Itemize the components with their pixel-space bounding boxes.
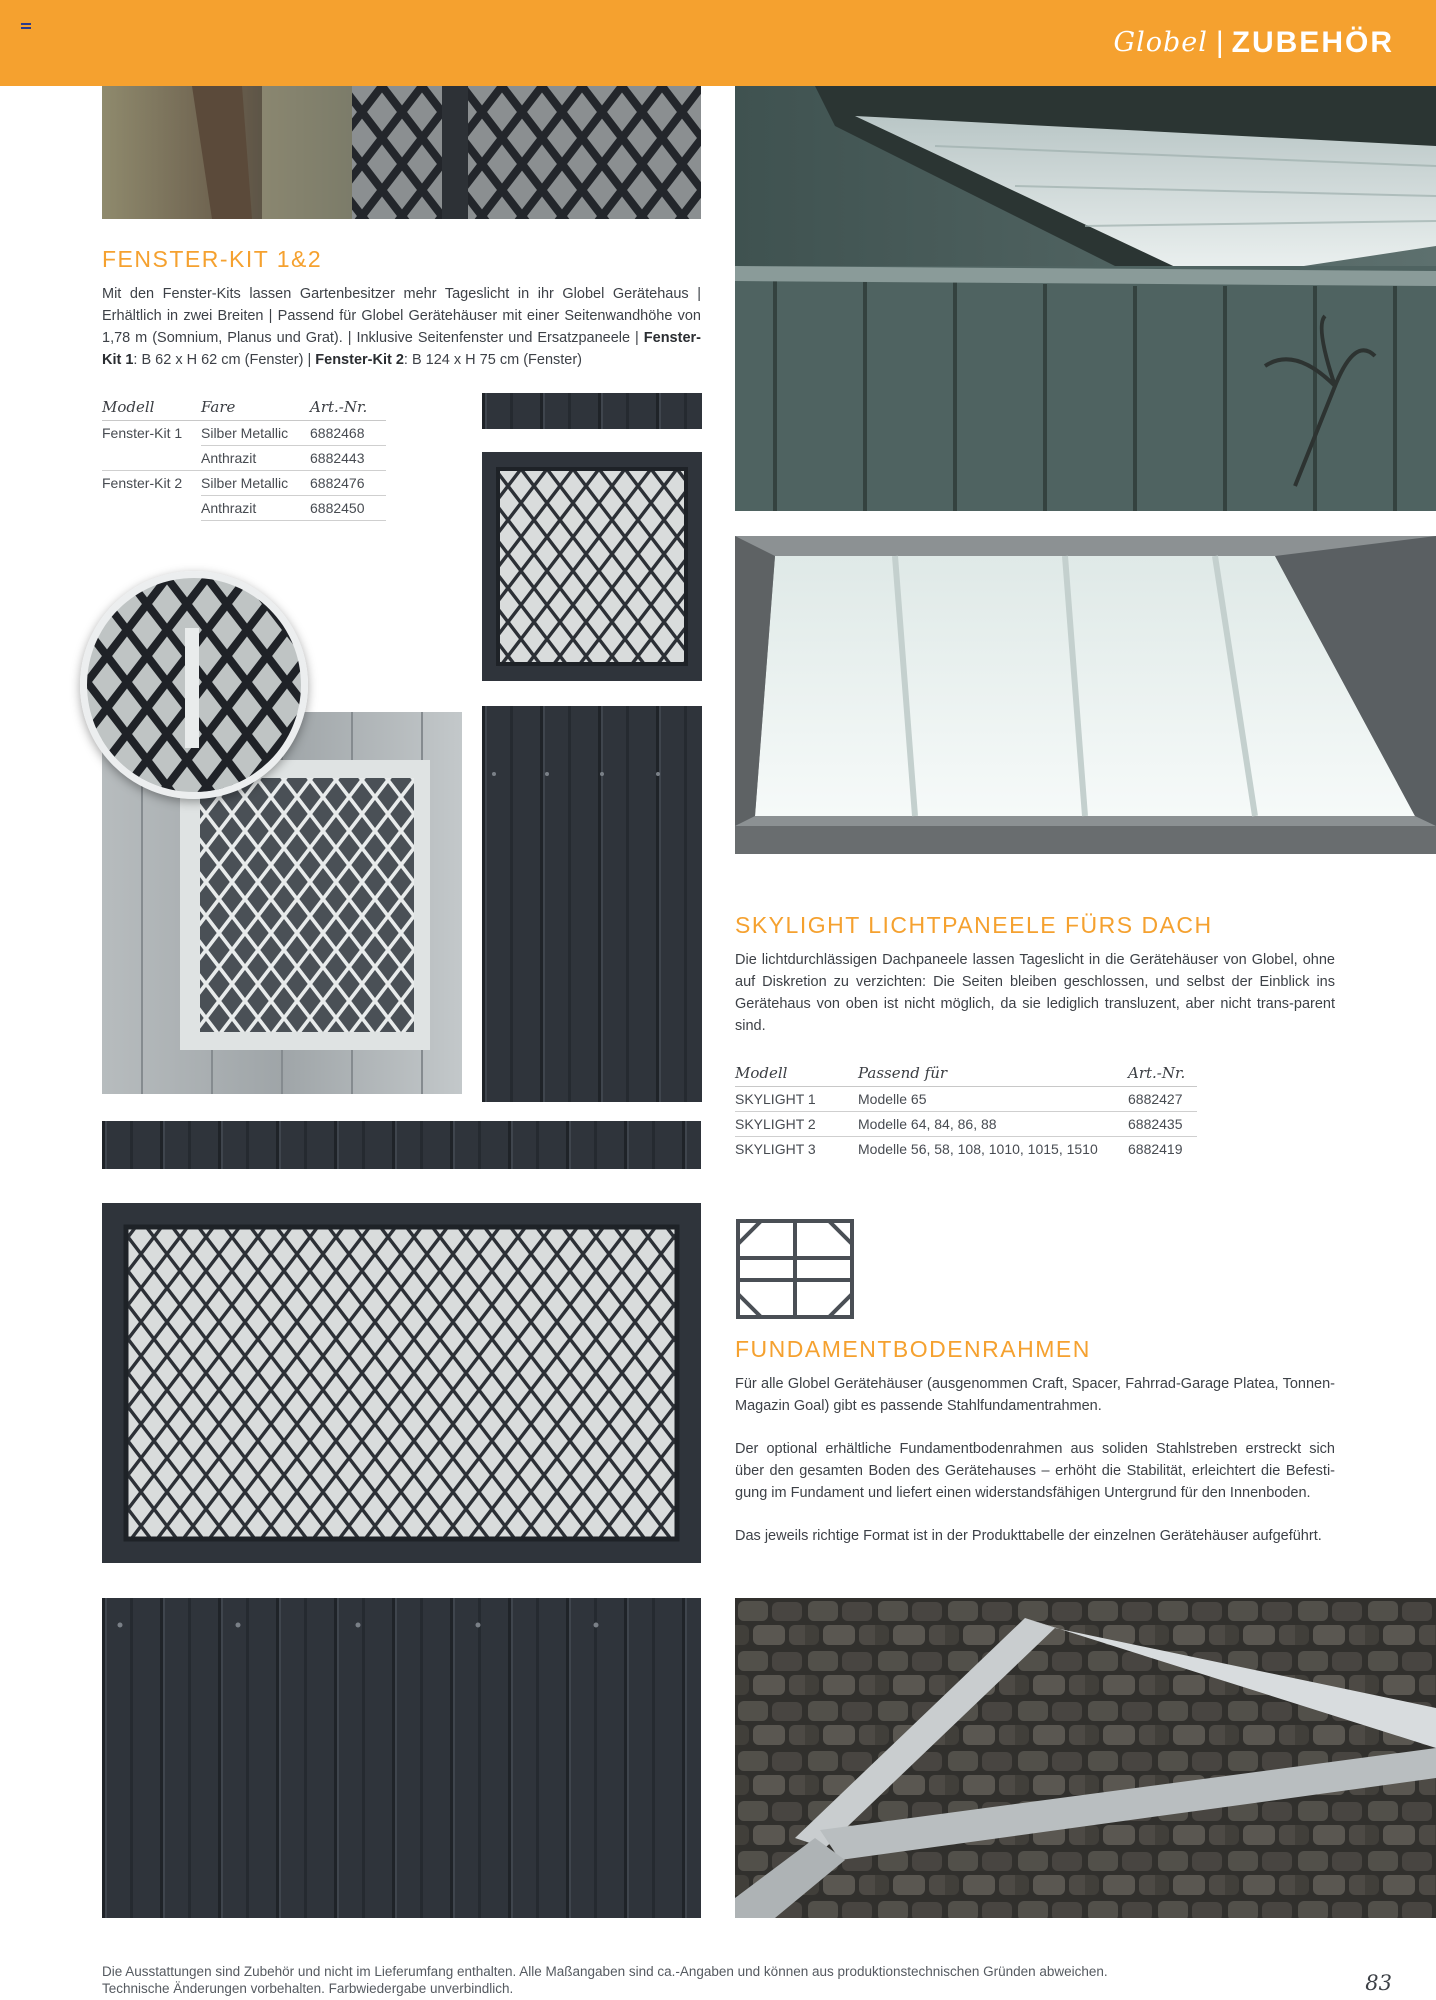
table-cell-model [102,446,201,471]
replacement-panel-large [102,1598,701,1918]
table-cell-fits: Modelle 65 [858,1087,1128,1112]
skylight-col-art: Art.-Nr. [1128,1064,1197,1087]
window-kit-2-image [102,1203,701,1563]
table-cell-model [102,496,201,521]
fenster-col-model: Modell [102,398,201,421]
fenster-kit1-spec: : B 62 x H 62 cm (Fenster) | [133,352,316,368]
foundation-frame-icon [735,1218,855,1320]
window-kit-1-image [482,452,702,681]
skylight-panel-photo [735,536,1436,854]
window-photo-top [102,86,701,219]
skylight-col-model: Modell [735,1064,858,1087]
table-cell-color: Silber Metallic [201,421,310,446]
skylight-table [735,1064,1197,1162]
table-row [735,1112,1197,1137]
foundation-frame-photo [735,1598,1436,1918]
fenster-kit2-label: Fenster-Kit 2 [315,352,404,368]
table-cell-model: Fenster-Kit 2 [102,475,183,492]
fenster-kit2-spec: : B 124 x H 75 cm (Fenster) [403,352,583,368]
fenster-col-art: Art.-Nr. [310,398,386,421]
table-cell-art: 6882427 [1128,1087,1197,1112]
page-header [0,0,1436,86]
fundament-text-3: Das jeweils richtige Format ist in der Produkttabelle der einzelnen Gerätehäuser aufgeführt. [735,1528,1322,1544]
skylight-text: Die lichtdurchlässigen Dachpaneele lassen Tageslicht in die Gerätehäuser von Globel, ohne auf Diskretion zu verzichten: Die Seiten bleiben geschlossen, und selbst der Einblick ins Gerätehaus von oben ist nicht möglich, da sie lediglich transluzent, aber nicht trans-parent sind. [735,952,1335,1034]
footer-disclaimer-2: Technische Änderungen vorbehalten. Farbwiedergabe unverbindlich. [102,1981,514,1996]
skylight-col-fits: Passend für [858,1064,1128,1087]
fenster-intro: Mit den Fenster-Kits lassen Gartenbesitzer mehr Tageslicht in ihr Globel Gerätehaus | Erhältlich in zwei Breiten | Passend für Globel Gerätehäuser mit einer Seitenwandhöhe von 1,78 m (Somnium, Planus und Grat). | Inklusive Seitenfenster und Ersatzpaneele | [102,286,701,346]
table-cell-art: 6882443 [310,446,386,471]
menu-icon[interactable] [21,23,31,29]
replacement-panel-strip [102,1121,701,1169]
table-cell-model: SKYLIGHT 2 [735,1112,858,1137]
fundament-text-1: Für alle Globel Gerätehäuser (ausgenommen Craft, Spacer, Fahrrad-Garage Platea, Tonnen-Magazin Goal) gibt es passende Stahlfundamentrahmen. [735,1376,1335,1414]
fundament-text-2: Der optional erhältliche Fundamentbodenrahmen aus soliden Stahlstreben erstreckt sich über den gesamten Boden des Gerätehauses – erhöht die Stabilität, erleichtert die Befesti-gung im Fundament und liefert einen widerstandsfähigen Untergrund für den Innenboden. [735,1441,1335,1501]
panel-strip-small [482,393,702,429]
table-cell-art: 6882468 [310,421,386,446]
table-cell-art: 6882476 [310,471,386,496]
table-cell-color: Anthrazit [201,496,310,521]
table-cell-fits: Modelle 64, 84, 86, 88 [858,1112,1128,1137]
table-cell-model: Fenster-Kit 1 [102,425,183,442]
skylight-interior-photo [735,86,1436,511]
fundament-title: FUNDAMENTBODENRAHMEN [735,1336,1091,1362]
section-label: ZUBEHÖR [1231,26,1394,59]
fenster-kit1-label: Fenster-Kit 1 [102,330,701,368]
table-cell-art: 6882450 [310,496,386,521]
lattice-detail-circle [80,571,308,799]
table-row [735,1137,1197,1162]
skylight-title: SKYLIGHT LICHTPANEELE FÜRS DACH [735,912,1213,938]
fenster-table [102,398,386,521]
page-footer [102,1963,1108,1997]
table-row [102,421,386,446]
skylight-table-header [735,1064,1197,1087]
footer-disclaimer-1: Die Ausstattungen sind Zubehör und nicht im Lieferumfang enthalten. Alle Maßangaben sind ca.-Angaben und können aus produktionstechnischen Gründen abweichen. [102,1964,1108,1979]
table-cell-model: SKYLIGHT 1 [735,1087,858,1112]
fenster-title: FENSTER-KIT 1&2 [102,246,323,272]
header-brand [1114,26,1395,60]
table-row [735,1087,1197,1112]
table-row [102,446,386,471]
replacement-panel-tall [482,706,702,1102]
table-cell-art: 6882419 [1128,1141,1183,1158]
table-row [102,496,386,521]
table-cell-model: SKYLIGHT 3 [735,1141,816,1158]
table-cell-color: Anthrazit [201,446,310,471]
table-cell-color: Silber Metallic [201,471,310,496]
fenster-table-header [102,398,386,421]
table-row [102,471,386,496]
brand-logo: Globel [1113,27,1208,58]
table-cell-art: 6882435 [1128,1112,1197,1137]
window-photo-top-graphic [102,86,701,219]
fenster-col-color: Fare [201,398,310,421]
table-cell-fits: Modelle 56, 58, 108, 1010, 1015, 1510 [858,1141,1098,1158]
page-number: 83 [1365,1971,1392,1995]
fenster-text [102,283,701,371]
brand-separator: | [1215,26,1224,59]
